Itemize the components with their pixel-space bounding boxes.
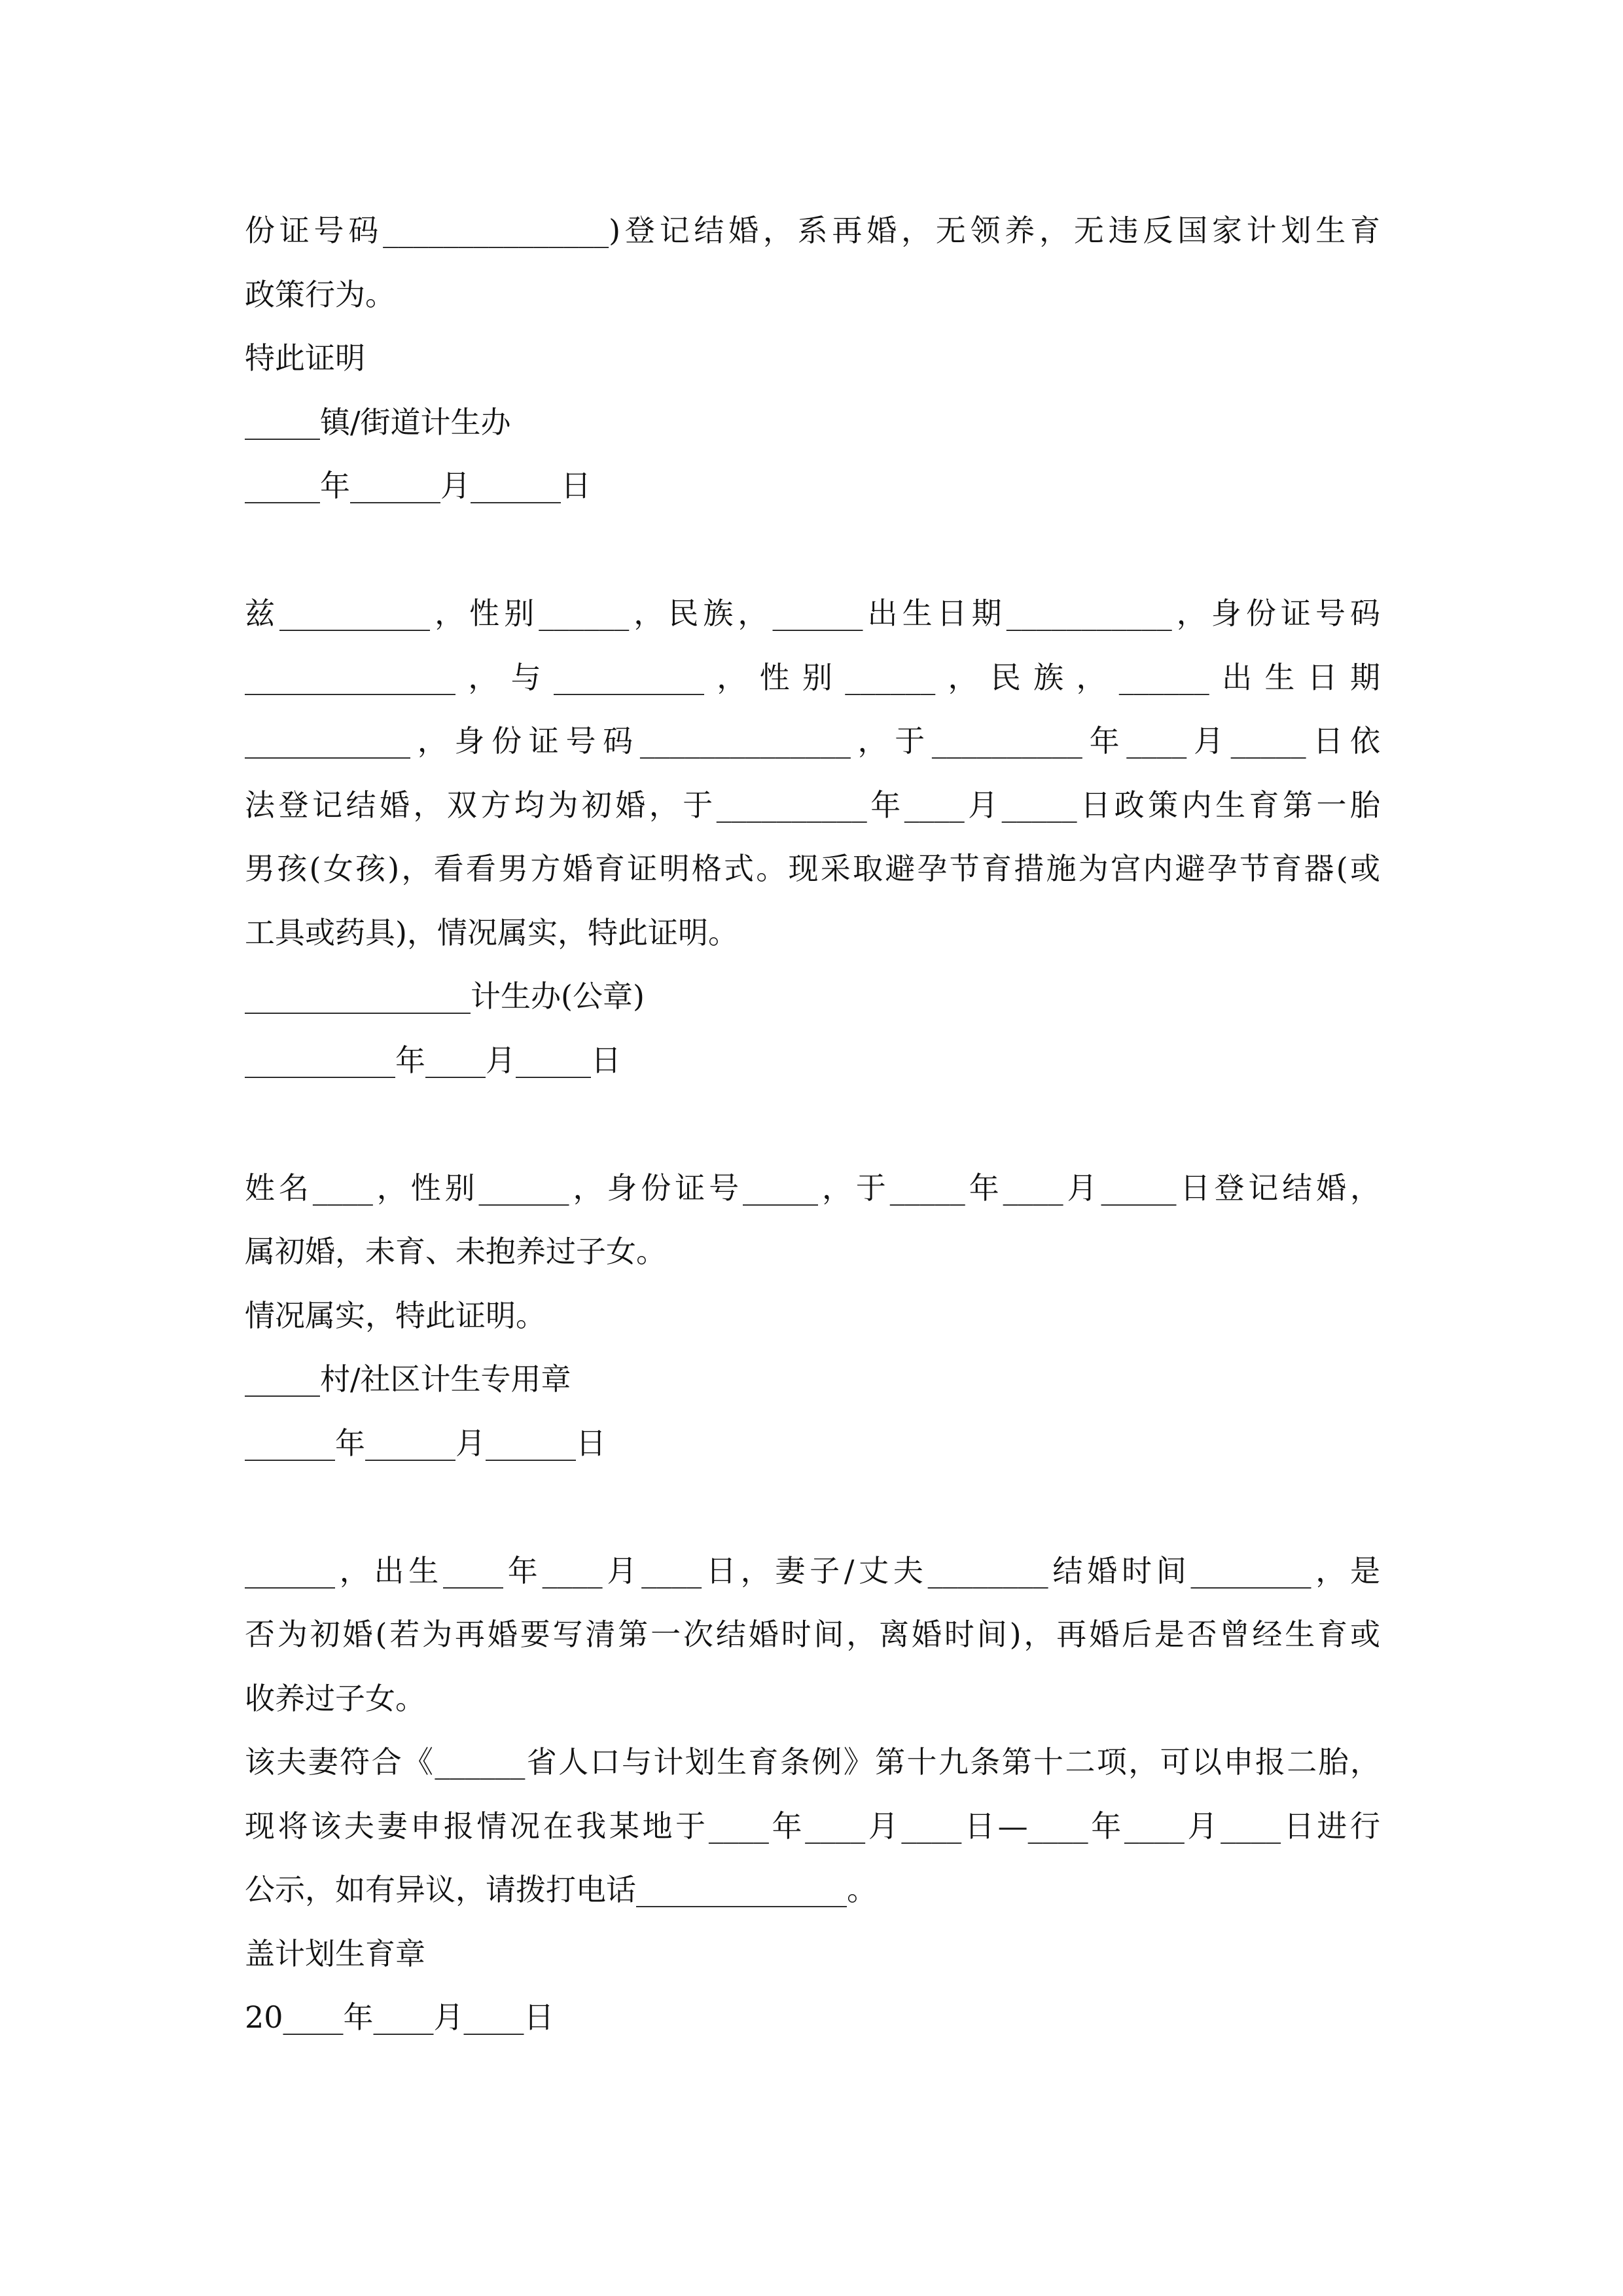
paragraph-line: 工具或药具)，情况属实，特此证明。 [245,914,738,950]
paragraph-line: 收养过子女。 [245,1680,425,1716]
paragraph-line: 属初婚，未育、未抱养过子女。 [245,1234,666,1269]
paragraph-line: 姓名____，性别______，身份证号_____，于_____年____月_____日登记结婚， [245,1170,1380,1206]
paragraph-line: 兹__________，性别______，民族，______出生日期___________，身份证号码 [245,596,1380,631]
document-body [245,199,1380,2050]
closing-statement: 特此证明 [245,340,365,376]
date-line: 20____年____月____日 [245,2000,554,2035]
paragraph-line: 法登记结婚，双方均为初婚，于__________年____月_____日政策内生育第一胎 [245,787,1380,823]
issuer-line: _______________计生办(公章) [245,978,645,1014]
issuer-line: _____镇/街道计生办 [245,404,511,440]
paragraph-line: 份证号码_______________)登记结婚，系再婚，无领养，无违反国家计划生育 [245,213,1380,248]
date-line: ______年______月______日 [245,1425,606,1461]
paragraph-line: 政策行为。 [245,276,395,312]
section-divider [245,1475,1380,1539]
paragraph-line: 否为初婚(若为再婚要写清第一次结婚时间，离婚时间)，再婚后是否曾经生育或 [245,1617,1380,1652]
issuer-line: _____村/社区计生专用章 [245,1361,571,1397]
section-first-child-certificate [245,582,1380,1092]
paragraph-line: ______________，与__________，性别______，民族，______出生日期 [245,659,1380,695]
date-line: _____年______月______日 [245,468,591,503]
section-first-marriage-certificate [245,1157,1380,1476]
seal-line: 盖计划生育章 [245,1935,425,1971]
section-divider [245,1092,1380,1157]
paragraph-line: 该夫妻符合《______省人口与计划生育条例》第十九条第十二项，可以申报二胎， [245,1744,1380,1780]
section-second-child-notice [245,1539,1380,2050]
paragraph-line: ______，出生____年____月____日，妻子/丈夫________结婚时间________，是 [245,1552,1380,1588]
paragraph-line: 公示，如有异议，请拨打电话______________。 [245,1872,877,1907]
section-divider [245,518,1380,583]
closing-statement: 情况属实，特此证明。 [245,1297,546,1333]
section-remarriage-certificate [245,199,1380,518]
paragraph-line: ___________，身份证号码______________，于__________年____月_____日依 [245,723,1380,759]
paragraph-line: 男孩(女孩)，看看男方婚育证明格式。现采取避孕节育措施为宫内避孕节育器(或 [245,851,1380,886]
paragraph-line: 现将该夫妻申报情况在我某地于____年____月____日—____年____月____日进行 [245,1808,1381,1844]
date-line: __________年____月_____日 [245,1042,621,1078]
